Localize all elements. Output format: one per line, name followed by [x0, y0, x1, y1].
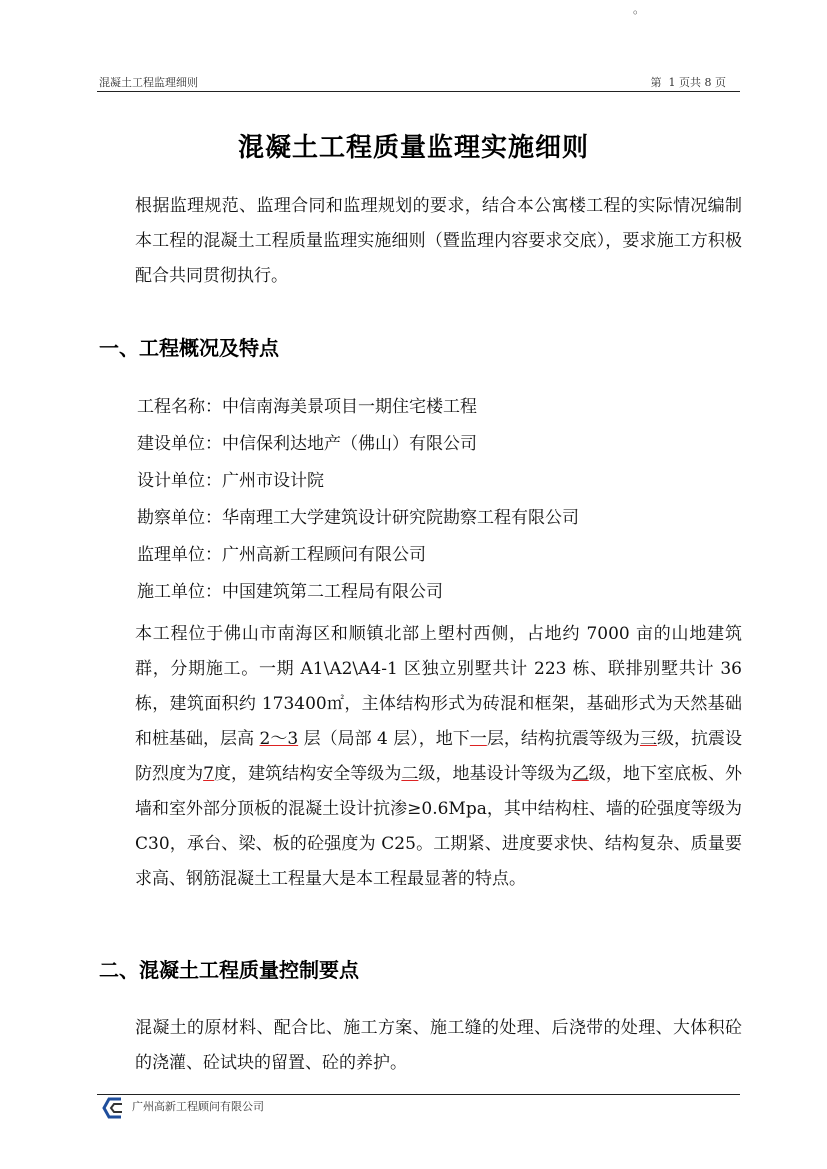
- project-info-list: [137, 389, 579, 611]
- underlined-intensity: 7: [203, 764, 214, 784]
- document-title: 混凝土工程质量监理实施细则: [237, 133, 589, 163]
- header-page-info: 第 1 页共 8 页: [650, 76, 726, 89]
- underlined-safety-grade: 二: [401, 764, 419, 784]
- top-dot-mark: 。: [633, 2, 646, 16]
- section2-text: 混凝土的原材料、配合比、施工方案、施工缝的处理、后浇带的处理、大体积砼的浇灌、砼试块的留置、砼的养护。: [135, 1018, 742, 1073]
- info-supervisor: 监理单位：广州高新工程顾问有限公司: [137, 545, 426, 565]
- underlined-seismic-grade: 三: [639, 729, 657, 749]
- project-description: [99, 617, 742, 897]
- footer-company-name: 广州高新工程顾问有限公司: [132, 1100, 264, 1113]
- footer-divider: [97, 1094, 740, 1095]
- section2-paragraph: [99, 1011, 742, 1081]
- intro-paragraph: [99, 189, 742, 294]
- project-description-text: 本工程位于佛山市南海区和顺镇北部上塱村西侧，占地约 7000 亩的山地建筑群，分期施工。一期 A1\A2\A4-1 区独立别墅共计 223 栋、联排别墅共计 36 栋，建筑面积约 173400㎡，主体结构形式为砖混和框架，基础形式为天然基础和桩基础，层高 2～3 层（局部 4 层），地下一层，结构抗震等级为三级，抗震设防烈度为7度，建筑结构安全等级为二级，地基设计等级为乙级，地下室底板、外墙和室外部分顶板的混凝土设计抗渗≥0.6Mpa，其中结构柱、墙的砼强度等级为 C30，承台、梁、板的砼强度为 C25。工期紧、进度要求快、结构复杂、质量要求高、钢筋混凝土工程量大是本工程最显著的特点。: [135, 624, 743, 889]
- underlined-basement: 一: [469, 729, 487, 749]
- info-surveyor: 勘察单位：华南理工大学建筑设计研究院勘察工程有限公司: [137, 508, 579, 528]
- info-project-name: 工程名称：中信南海美景项目一期住宅楼工程: [137, 397, 477, 417]
- info-contractor: 施工单位：中国建筑第二工程局有限公司: [137, 582, 443, 602]
- section2-heading: 二、混凝土工程质量控制要点: [99, 958, 359, 982]
- info-owner: 建设单位：中信保利达地产（佛山）有限公司: [137, 434, 477, 454]
- underlined-foundation-grade: 乙: [571, 764, 589, 784]
- info-designer: 设计单位：广州市设计院: [137, 471, 324, 491]
- company-logo-icon: [101, 1096, 127, 1120]
- section1-heading: 一、工程概况及特点: [99, 336, 279, 360]
- header-doc-name: 混凝土工程监理细则: [99, 76, 198, 89]
- underlined-floors: 2～3: [259, 729, 299, 749]
- intro-text: 根据监理规范、监理合同和监理规划的要求，结合本公寓楼工程的实际情况编制本工程的混凝土工程质量监理实施细则（暨监理内容要求交底），要求施工方积极配合共同贯彻执行。: [135, 196, 742, 286]
- page-header: [97, 74, 740, 92]
